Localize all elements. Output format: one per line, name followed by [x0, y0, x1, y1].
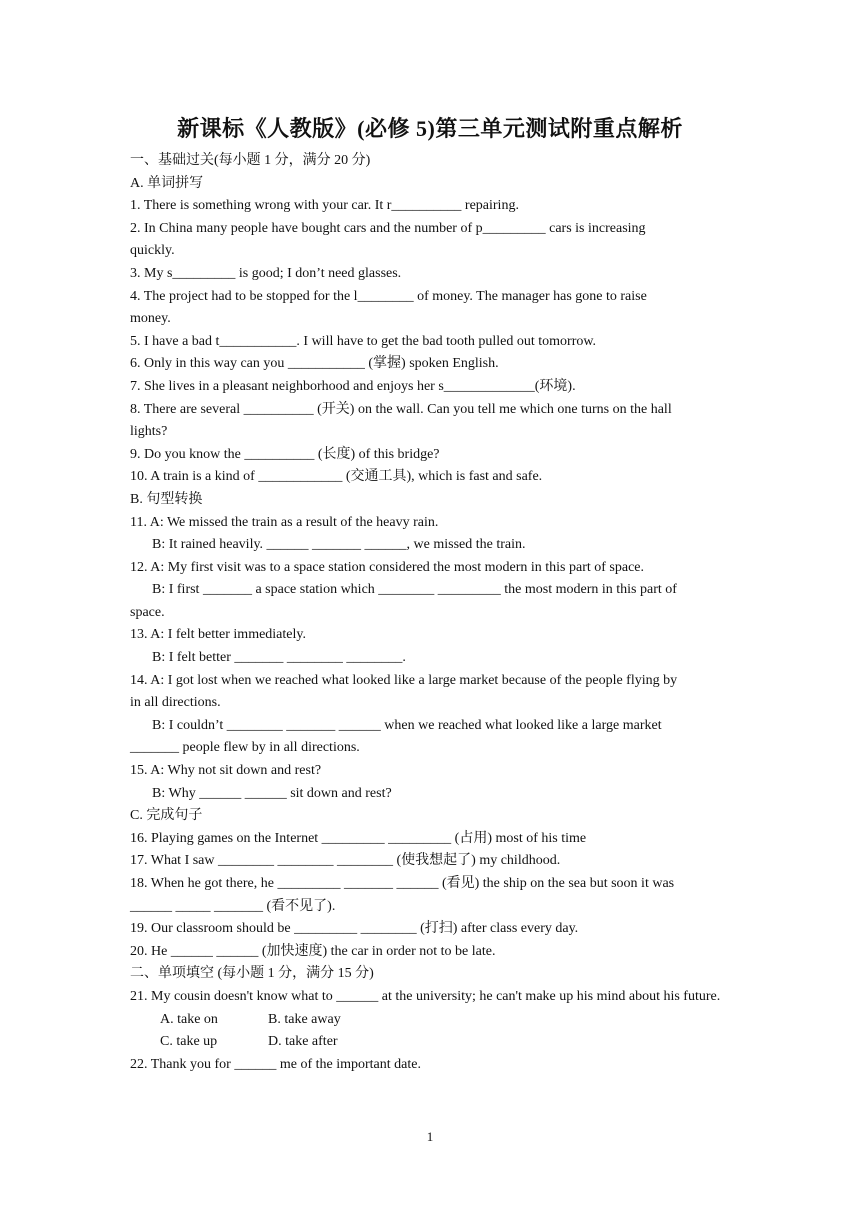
question-18-line-1: 18. When he got there, he _________ _______ ______ (看见) the ship on the sea but soon it was	[130, 876, 675, 891]
question-13-a: 13. A: I felt better immediately.	[130, 627, 306, 643]
option-b: B. take away	[268, 1011, 341, 1027]
question-15-a: 15. A: Why not sit down and rest?	[130, 763, 322, 779]
page-title: 新课标《人教版》(必修 5)第三单元测试附重点解析	[177, 116, 683, 141]
question-10: 10. A train is a kind of ____________ (交通工具), which is fast and safe.	[130, 469, 543, 485]
question-8-line-1: 8. There are several __________ (开关) on the wall. Can you tell me which one turns on the hall	[130, 401, 672, 417]
question-14-a: 14. A: I got lost when we reached what looked like a large market because of the people flying by	[130, 672, 678, 688]
question-12-a: 12. A: My first visit was to a space station considered the most modern in this part of space.	[130, 559, 645, 575]
question-11-a: 11. A: We missed the train as a result of the heavy rain.	[130, 514, 439, 530]
subsection-c-heading: C. 完成句子	[130, 808, 203, 824]
question-19: 19. Our classroom should be _________ ________ (打扫) after class every day.	[130, 921, 579, 937]
question-13-b: B: I felt better _______ ________ ________.	[152, 650, 406, 666]
option-d: D. take after	[268, 1034, 338, 1050]
question-11-b: B: It rained heavily. ______ _______ ______, we missed the train.	[152, 537, 526, 553]
question-22: 22. Thank you for ______ me of the important date.	[130, 1056, 421, 1072]
question-15-b: B: Why ______ ______ sit down and rest?	[152, 785, 392, 801]
question-21: 21. My cousin doesn't know what to ______ at the university; he can't make up his mind about his future.	[130, 988, 721, 1004]
subsection-a-heading: A. 单词拼写	[130, 175, 204, 191]
question-14-b-cont: _______ people flew by in all directions.	[130, 740, 360, 756]
question-5: 5. I have a bad t___________. I will have to get the bad tooth pulled out tomorrow.	[130, 333, 597, 349]
option-a: A. take on	[160, 1011, 218, 1027]
question-14-b: B: I couldn’t ________ _______ ______ when we reached what looked like a large market	[152, 717, 662, 733]
question-3: 3. My s_________ is good; I don’t need glasses.	[130, 265, 402, 281]
section-header-1: 一、基础过关(每小题 1 分，满分 20 分)	[130, 153, 371, 168]
question-21-options-row-2	[130, 1031, 740, 1054]
question-18-line-2: ______ _____ _______ (看不见了).	[130, 898, 336, 914]
page-number: 1	[426, 1129, 434, 1144]
document-body	[130, 150, 740, 1076]
question-4-line-1: 4. The project had to be stopped for the l________ of money. The manager has gone to raise	[130, 288, 647, 304]
option-c: C. take up	[160, 1034, 218, 1050]
question-12-b-cont: space.	[130, 604, 165, 620]
section-header-2: 二、单项填空 (每小题 1 分，满分 15 分)	[130, 966, 374, 982]
question-14-a-cont: in all directions.	[130, 695, 221, 711]
question-20: 20. He ______ ______ (加快速度) the car in order not to be late.	[130, 943, 496, 959]
question-16: 16. Playing games on the Internet _________ _________ (占用) most of his time	[130, 830, 587, 846]
question-1: 1. There is something wrong with your car. It r__________ repairing.	[130, 198, 519, 214]
question-4-line-2: money.	[130, 311, 171, 327]
question-2-line-2: quickly.	[130, 243, 175, 259]
subsection-b-heading: B. 句型转换	[130, 491, 203, 507]
question-6: 6. Only in this way can you ___________ (掌握) spoken English.	[130, 356, 499, 372]
question-17: 17. What I saw ________ ________ ________ (使我想起了) my childhood.	[130, 853, 561, 869]
question-8-line-2: lights?	[130, 424, 168, 440]
question-12-b: B: I first _______ a space station which ________ _________ the most modern in this part of	[152, 582, 677, 598]
question-2-line-1: 2. In China many people have bought cars and the number of p_________ cars is increasing	[130, 220, 646, 236]
question-21-options-row-1	[130, 1009, 740, 1032]
question-9: 9. Do you know the __________ (长度) of this bridge?	[130, 446, 440, 462]
question-7: 7. She lives in a pleasant neighborhood and enjoys her s_____________(环境).	[130, 378, 576, 394]
